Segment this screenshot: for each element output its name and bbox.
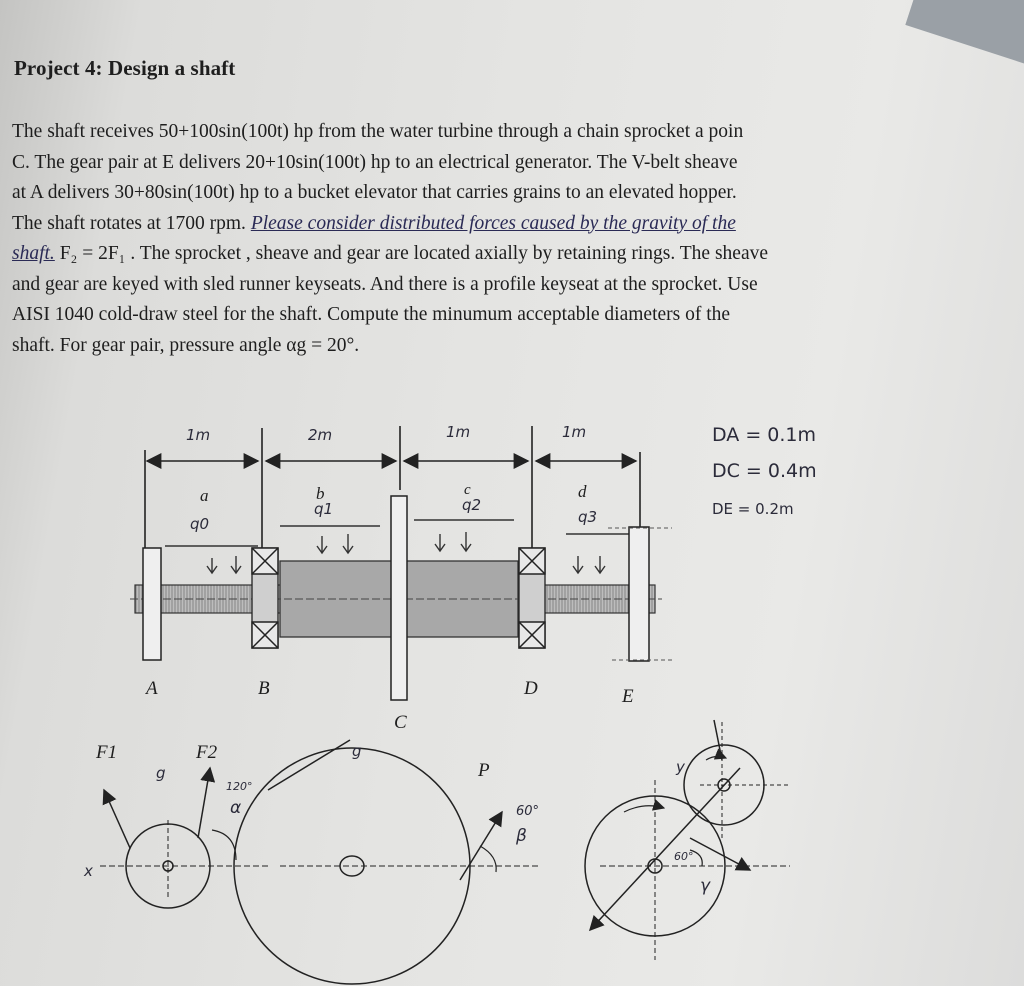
segment-a-label: a (200, 486, 209, 505)
sheave-a (143, 548, 161, 660)
load-q0-label: q0 (190, 515, 210, 533)
load-arrows-a (207, 556, 241, 573)
station-c: C (394, 712, 407, 733)
segment-d-label: d (578, 482, 587, 501)
diameter-c: DC = 0.4m (712, 460, 817, 482)
y-label-e: y (676, 758, 685, 776)
alpha-symbol: α (230, 798, 242, 818)
force-f1-label: F1 (96, 742, 118, 763)
problem-line-2: C. The gear pair at E delivers 20+10sin(100t) hp to an electrical generator. The V-belt sheave (12, 151, 738, 173)
station-d: D (524, 678, 538, 699)
view-c (234, 740, 540, 984)
angle-beta-arc (480, 846, 496, 872)
gravity-label-a: g (156, 764, 166, 782)
force-relation: F₂ = 2F₁ . The sprocket , sheave and gear are located axially by retaining rings. The sheave (54, 243, 769, 264)
rotation-arrow-pinion (706, 756, 726, 760)
load-arrows-d (573, 556, 605, 573)
shaft (130, 496, 672, 700)
gear-e (629, 527, 649, 661)
beta-symbol: β (516, 826, 527, 846)
gravity-note: Please consider distributed forces caused by the gravity of the (250, 212, 736, 234)
segment-c-label: c (464, 482, 471, 498)
force-f2-label: F2 (196, 742, 218, 763)
problem-line-1: The shaft receives 50+100sin(100t) hp from the water turbine through a chain sprocket a poin (12, 121, 744, 142)
gravity-note-end: shaft. (12, 243, 55, 264)
gear-line-of-action (590, 768, 740, 930)
length-label-1: 1m (186, 426, 211, 444)
problem-line-4-plain: The shaft rotates at 1700 rpm. (12, 212, 251, 234)
diameter-a: DA = 0.1m (712, 424, 817, 446)
sprocket-c (391, 496, 407, 700)
gamma-value: 60° (674, 850, 694, 863)
station-a: A (146, 678, 158, 699)
problem-line-8: shaft. For gear pair, pressure angle αg = 20°. (12, 334, 360, 356)
angle-alpha-arc (212, 830, 236, 860)
station-e: E (622, 686, 634, 707)
diameter-e: DE = 0.2m (712, 500, 794, 518)
load-q1-label: q1 (314, 500, 334, 518)
gravity-label-c: g (352, 742, 362, 760)
pinion-leader (714, 720, 722, 760)
station-b: B (258, 678, 270, 699)
project-title: Project 4: Design a shaft (14, 56, 236, 80)
force-p-label: P (478, 760, 490, 781)
gamma-symbol: γ (700, 876, 711, 896)
length-label-2: 2m (308, 426, 333, 444)
problem-line-3: at A delivers 30+80sin(100t) hp to a bucket elevator that carries grains to an elevated hopper. (12, 182, 737, 203)
segment-b-label: b (316, 484, 325, 503)
x-axis-label: x (84, 862, 93, 880)
force-f2-arrow (198, 768, 210, 838)
force-f1-arrow (104, 790, 130, 848)
load-q3-label: q3 (578, 508, 598, 526)
load-arrows-b (317, 534, 353, 553)
view-e (585, 720, 790, 960)
alpha-value: 120° (226, 780, 253, 793)
length-label-3: 1m (446, 423, 471, 441)
load-arrows-c (435, 532, 471, 551)
load-q2-label: q2 (462, 496, 482, 514)
rotation-arrow-gear (624, 806, 664, 812)
length-label-4: 1m (562, 423, 587, 441)
problem-line-7: AISI 1040 cold-draw steel for the shaft. Compute the minumum acceptable diameters of the (12, 304, 731, 325)
problem-line-6: and gear are keyed with sled runner keyseats. And there is a profile keyseat at the sprocket. Use (12, 273, 758, 295)
chain-line (268, 740, 350, 790)
beta-value: 60° (516, 804, 540, 819)
